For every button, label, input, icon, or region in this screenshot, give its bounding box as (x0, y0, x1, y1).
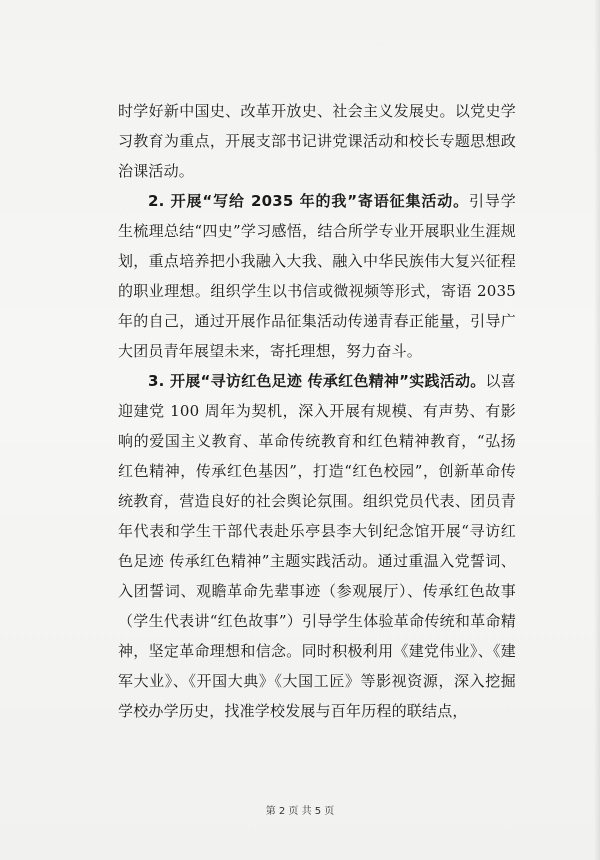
paragraph-text: 引导学生梳理总结“四史”学习感悟，结合所学专业开展职业生涯规划，重点培养把小我融入大我、融入中华民族伟大复兴征程的职业理想。组织学生以书信或微视频等形式，寄语 2035 年的自己，通过开展作品征集活动传递青春正能量，引导广大团员青年展望未来，寄托理想，努力奋斗。 (118, 192, 516, 360)
item-heading: 3. 开展“寻访红色足迹 传承红色精神”实践活动。 (148, 372, 486, 390)
page-number-footer: 第 2 页 共 5 页 (265, 806, 335, 817)
paragraph-item-3 (118, 366, 516, 726)
paragraph-text: 时学好新中国史、改革开放史、社会主义发展史。以党史学习教育为重点，开展支部书记讲党课活动和校长专题思想政治课活动。 (118, 102, 516, 180)
document-body (118, 96, 516, 726)
item-heading: 2. 开展“写给 2035 年的我”寄语征集活动。 (148, 192, 470, 210)
paragraph-text: 以喜迎建党 100 周年为契机，深入开展有规模、有声势、有影响的爱国主义教育、革命传统教育和红色精神教育，“弘扬红色精神，传承红色基因”，打造“红色校园”，创新革命传统教育，营造良好的社会舆论氛围。组织党员代表、团员青年代表和学生干部代表赴乐亭县李大钊纪念馆开展“寻访红色足迹 传承红色精神”主题实践活动。通过重温入党誓词、入团誓词、观瞻革命先辈事迹（参观展厅）、传承红色故事（学生代表讲“红色故事”）引导学生体验革命传统和革命精神，坚定革命理想和信念。同时积极利用《建党伟业》、《建军大业》、《开国大典》《大国工匠》等影视资源，深入挖掘学校办学历史，找准学校发展与百年历程的联结点， (118, 372, 516, 720)
page-edge-shadow (594, 0, 600, 860)
paragraph-continuation (118, 96, 516, 186)
paragraph-item-2 (118, 186, 516, 366)
